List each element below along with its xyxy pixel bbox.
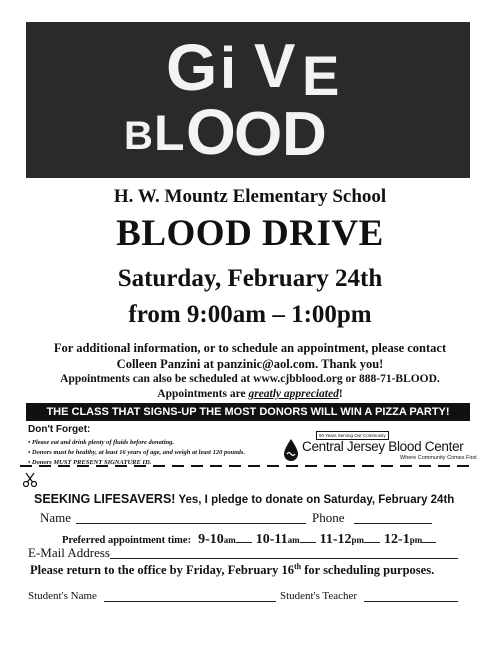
list-item: • Please eat and drink plenty of fluids before donating. [28, 439, 174, 446]
student-name-label: Student's Name [28, 590, 97, 602]
logo-tagline: Where Community Comes First [400, 455, 477, 461]
anniversary-badge: 50 Years Serving Our Community [316, 431, 389, 440]
event-title: BLOOD DRIVE [116, 213, 384, 254]
time-slot-10-11[interactable]: 10-11am [255, 532, 300, 547]
time-slot-blank[interactable] [300, 542, 316, 543]
time-slot-blank[interactable] [422, 542, 436, 543]
blood-drop-icon [282, 438, 300, 462]
banner-letter: B [124, 114, 153, 158]
student-teacher-field[interactable] [364, 601, 458, 602]
give-blood-banner [26, 22, 470, 178]
pledge-line [34, 492, 454, 507]
email-label: E-Mail Address [28, 545, 110, 560]
info-line: For additional information, or to schedule an appointment, please contact [53, 341, 447, 355]
banner-letter: G [166, 30, 218, 104]
info-emphasis: greatly appreciated [248, 388, 339, 400]
name-label: Name [40, 510, 72, 525]
dont-forget-title: Don't Forget: [28, 424, 91, 435]
list-item: • Donors must be healthy, at least 16 years of age, and weigh at least 120 pounds. [28, 449, 246, 456]
pizza-party-banner: THE CLASS THAT SIGNS-UP THE MOST DONORS WILL WIN A PIZZA PARTY! [26, 403, 470, 421]
info-text: ! [338, 388, 343, 400]
info-line: Colleen Panzini at panzinic@aol.com. Thank you! [116, 357, 384, 371]
banner-letter: V [254, 32, 296, 101]
time-slot-12-1[interactable]: 12-1pm [384, 532, 423, 547]
info-line: Appointments can also be scheduled at www.cjbblood.org or 888-71-BLOOD. [60, 373, 440, 385]
logo-name: Central Jersey Blood Center [302, 439, 464, 454]
return-instruction: Please return to the office by Friday, February 16th for scheduling purposes. [30, 562, 435, 578]
banner-letter: L [154, 105, 185, 161]
email-field[interactable] [110, 558, 458, 559]
time-slot-11-12[interactable]: 11-12pm [319, 532, 365, 547]
preferred-time-label: Preferred appointment time: [62, 535, 192, 546]
student-teacher-label: Student's Teacher [280, 590, 358, 602]
banner-letter: D [282, 100, 327, 169]
time-slot-blank[interactable] [364, 542, 380, 543]
list-item: • Donors MUST PRESENT SIGNATURE ID. [28, 459, 152, 466]
event-date: Saturday, February 24th [117, 265, 383, 292]
banner-letter: O [186, 96, 236, 168]
seeking-label: SEEKING LIFESAVERS! [34, 492, 176, 506]
cut-line [20, 462, 472, 482]
phone-label: Phone [312, 510, 345, 525]
pledge-text: Yes, I pledge to donate on Saturday, February 24th [175, 494, 455, 506]
time-slot-blank[interactable] [236, 542, 252, 543]
preferred-time-row [62, 530, 436, 548]
scissors-icon [22, 472, 38, 488]
event-time: from 9:00am – 1:00pm [128, 301, 372, 328]
info-line [0, 388, 500, 400]
banner-letter: E [302, 44, 340, 107]
info-text: Appointments are [157, 388, 249, 400]
name-field[interactable] [76, 523, 306, 524]
banner-letter: i [220, 36, 237, 101]
blood-center-logo [282, 430, 477, 466]
student-name-field[interactable] [104, 601, 276, 602]
time-slot-9-10[interactable]: 9-10am [198, 532, 236, 547]
banner-letter: O [234, 100, 283, 169]
phone-field[interactable] [354, 523, 432, 524]
school-name: H. W. Mountz Elementary School [113, 186, 387, 207]
